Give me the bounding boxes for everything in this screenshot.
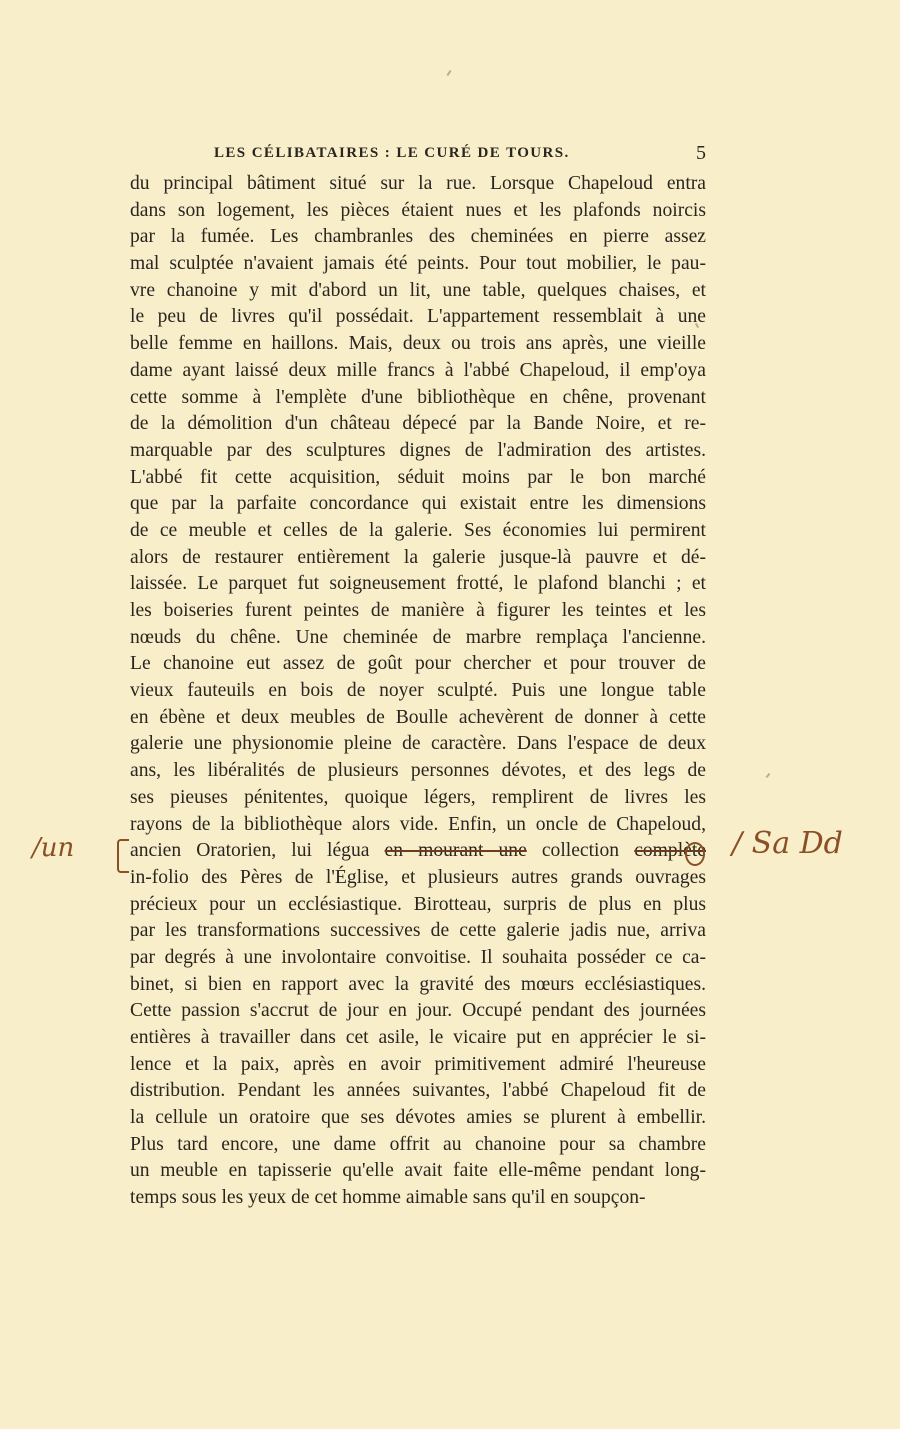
text-line: du principal bâtiment situé sur la rue. Lorsque Chapeloud entra	[130, 173, 706, 194]
text-line: par les transformations successives de cette galerie jadis nue, arriva	[130, 920, 706, 942]
text-line: mal sculptée n'avaient jamais été peints. Pour tout mobilier, le pau-	[130, 253, 706, 275]
text-line: nœuds du chêne. Une cheminée de marbre remplaça l'ancienne.	[130, 626, 706, 648]
body-text	[130, 171, 706, 1212]
margin-note-right: / Sa Dd	[732, 826, 843, 861]
text-line: un meuble en tapisserie qu'elle avait faite elle-même pendant long-	[130, 1160, 706, 1182]
struck-text: complète	[634, 840, 706, 862]
text-line: binet, si bien en rapport avec la gravité des mœurs ecclésiastiques.	[130, 973, 706, 995]
text-line: de la démolition d'un château dépecé par la Bande Noire, et re-	[130, 413, 706, 435]
page-number: 5	[696, 142, 706, 164]
text-line: par degrés à une involontaire convoitise. Il souhaita posséder ce ca-	[130, 946, 706, 968]
text-line: dans son logement, les pièces étaient nues et les plafonds noircis	[130, 199, 706, 221]
edited-line-text: ancien Oratorien, lui légua	[130, 840, 385, 862]
text-line: les boiseries furent peintes de manière à figurer les teintes et les	[130, 600, 706, 621]
text-line: belle femme en haillons. Mais, deux ou trois ans après, une vieille	[130, 333, 706, 355]
text-line: la cellule un oratoire que ses dévotes amies se plurent à embellir.	[130, 1107, 706, 1129]
text-line: Cette passion s'accrut de jour en jour. Occupé pendant des journées	[130, 1000, 706, 1022]
text-line: en ébène et deux meubles de Boulle achevèrent de donner à cette	[130, 706, 706, 728]
margin-note-left: /un	[32, 833, 75, 863]
text-line: ans, les libéralités de plusieurs personnes dévotes, et des legs de	[130, 760, 706, 782]
text-line: distribution. Pendant les années suivantes, l'abbé Chapeloud fit de	[130, 1080, 706, 1102]
paper-speck	[446, 70, 451, 76]
text-line: vre chanoine y mit d'abord un lit, une table, quelques chaises, et	[130, 279, 706, 301]
text-line: que par la parfaite concordance qui existait entre les dimensions	[130, 493, 706, 515]
text-line: L'abbé fit cette acquisition, séduit moins par le bon marché	[130, 466, 706, 488]
text-line: in-folio des Pères de l'Église, et plusieurs autres grands ouvrages	[130, 866, 706, 888]
text-line: alors de restaurer entièrement la galerie jusque-là pauvre et dé-	[130, 546, 706, 568]
text-line: le peu de livres qu'il possédait. L'appartement ressemblait à une	[130, 306, 706, 328]
text-line: Le chanoine eut assez de goût pour chercher et pour trouver de	[130, 653, 706, 675]
text-line: précieux pour un ecclésiastique. Birotteau, surpris de plus en plus	[130, 893, 706, 915]
text-line: laissée. Le parquet fut soigneusement frotté, le plafond blanchi ; et	[130, 573, 706, 595]
text-line: par la fumée. Les chambranles des cheminées en pierre assez	[130, 226, 706, 248]
struck-text: en mourant une	[384, 840, 527, 862]
text-line: Plus tard encore, une dame offrit au chanoine pour sa chambre	[130, 1133, 706, 1155]
text-line: temps sous les yeux de cet homme aimable sans qu'il en soupçon-	[130, 1187, 646, 1209]
running-title: LES CÉLIBATAIRES : LE CURÉ DE TOURS.	[214, 145, 570, 161]
text-line: cette somme à l'emplète d'une bibliothèque en chêne, provenant	[130, 386, 706, 408]
deletion-loop-mark	[685, 842, 705, 866]
text-line: ses pieuses pénitentes, quoique légers, remplirent de livres les	[130, 786, 706, 808]
text-line: rayons de la bibliothèque alors vide. Enfin, un oncle de Chapeloud,	[130, 813, 706, 835]
edited-text-line	[130, 838, 706, 865]
text-line: lence et la paix, après en avoir primitivement admiré l'heureuse	[130, 1053, 706, 1075]
text-line: dame ayant laissé deux mille francs à l'abbé Chapeloud, il emp'oya	[130, 359, 706, 381]
text-line: entières à travailler dans cet asile, le vicaire put en apprécier le si-	[130, 1027, 706, 1048]
text-line: de ce meuble et celles de la galerie. Ses économies lui permirent	[130, 519, 706, 541]
running-head	[130, 141, 706, 167]
insertion-bracket-mark	[117, 839, 129, 873]
text-line: vieux fauteuils en bois de noyer sculpté. Puis une longue table	[130, 680, 706, 702]
edited-line-text: collection	[526, 840, 635, 862]
text-line: galerie une physionomie pleine de caractère. Dans l'espace de deux	[130, 733, 706, 755]
paper-speck	[766, 773, 771, 778]
text-line: marquable par des sculptures dignes de l'admiration des artistes.	[130, 439, 706, 461]
